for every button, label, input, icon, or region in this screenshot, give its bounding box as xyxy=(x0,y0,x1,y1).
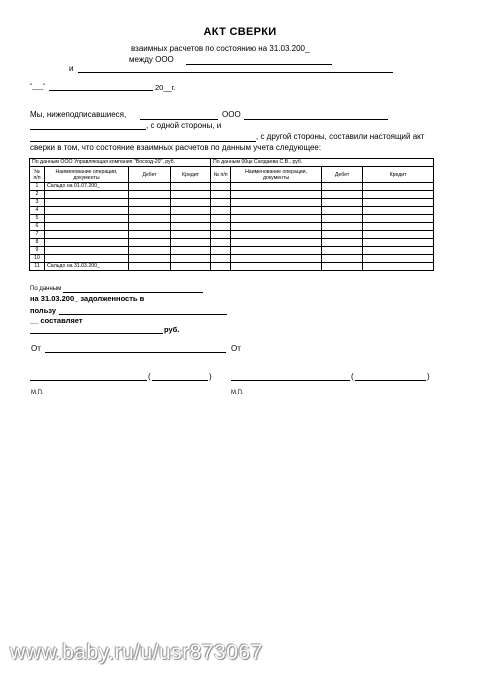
row-debit xyxy=(129,263,171,271)
summary-currency: руб. xyxy=(164,325,180,334)
row-number-right xyxy=(211,263,231,271)
row-operation xyxy=(45,239,129,247)
table-caption-row xyxy=(30,159,434,167)
row-credit xyxy=(171,247,211,255)
row-number: 5 xyxy=(30,215,45,223)
signature-left-paren-open: ( xyxy=(148,372,151,381)
row-debit xyxy=(129,255,171,263)
table-row xyxy=(30,183,434,191)
row-operation xyxy=(45,215,129,223)
signature-right-name-blank xyxy=(355,380,426,381)
reconciliation-table xyxy=(29,158,434,271)
row-operation xyxy=(45,247,129,255)
row-credit-right xyxy=(363,263,434,271)
table-right-caption: По данным 00цк Салдаева С.В., руб. xyxy=(211,159,434,167)
row-operation xyxy=(45,207,129,215)
row-operation xyxy=(45,255,129,263)
table-row xyxy=(30,199,434,207)
row-credit-right xyxy=(363,183,434,191)
row-credit-right xyxy=(363,231,434,239)
summary-in-favor: пользу xyxy=(30,306,57,315)
signature-from-right: От xyxy=(231,344,241,353)
body-line-4: сверки в том, что состояние взаимных расчетов по данным учета следующее: xyxy=(30,143,322,152)
row-operation-right xyxy=(231,255,322,263)
date-month-blank xyxy=(49,90,153,91)
row-credit xyxy=(171,255,211,263)
summary-amount-blank xyxy=(30,333,163,334)
col-header-credit: Кредит xyxy=(171,167,211,183)
body-company-blank xyxy=(244,119,388,120)
row-operation xyxy=(45,199,129,207)
signature-right-blank xyxy=(231,380,350,381)
table-header-row xyxy=(30,167,434,183)
row-debit-right xyxy=(322,239,363,247)
row-number-right xyxy=(211,255,231,263)
header-line-1: взаимных расчетов по состоянию на 31.03.200_ xyxy=(131,44,310,53)
row-debit xyxy=(129,191,171,199)
row-credit-right xyxy=(363,247,434,255)
col-header-debit: Дебет xyxy=(129,167,171,183)
header-line-2: между ООО xyxy=(129,55,174,64)
row-debit-right xyxy=(322,199,363,207)
row-debit-right xyxy=(322,191,363,199)
row-credit-right xyxy=(363,223,434,231)
row-debit xyxy=(129,207,171,215)
col-header-number-right: № п/п xyxy=(211,167,231,183)
row-credit-right xyxy=(363,239,434,247)
table-row xyxy=(30,191,434,199)
table-row xyxy=(30,239,434,247)
row-credit xyxy=(171,207,211,215)
table-row xyxy=(30,263,434,271)
row-debit xyxy=(129,183,171,191)
body-line-3: , с другой стороны, составили настоящий акт xyxy=(256,132,425,141)
summary-debt-on: на 31.03.200_ задолженность в xyxy=(30,294,145,303)
row-number: 11 xyxy=(30,263,45,271)
row-debit xyxy=(129,199,171,207)
body-ooo: ООО xyxy=(222,110,241,119)
row-debit xyxy=(129,215,171,223)
row-credit xyxy=(171,183,211,191)
row-operation-right xyxy=(231,191,322,199)
row-number-right xyxy=(211,223,231,231)
row-debit-right xyxy=(322,263,363,271)
signature-right-paren-close: ) xyxy=(427,372,430,381)
row-debit xyxy=(129,231,171,239)
row-number: 2 xyxy=(30,191,45,199)
row-credit xyxy=(171,239,211,247)
summary-party-blank xyxy=(63,292,203,293)
row-credit-right xyxy=(363,191,434,199)
table-row xyxy=(30,231,434,239)
row-debit-right xyxy=(322,223,363,231)
table-row xyxy=(30,223,434,231)
row-debit xyxy=(129,239,171,247)
row-number-right xyxy=(211,183,231,191)
summary-beneficiary-blank xyxy=(59,314,227,315)
row-number: 1 xyxy=(30,183,45,191)
row-debit-right xyxy=(322,183,363,191)
row-operation xyxy=(45,191,129,199)
row-credit-right xyxy=(363,207,434,215)
row-number-right xyxy=(211,247,231,255)
col-header-debit-right: Дебет xyxy=(322,167,363,183)
row-operation-right xyxy=(231,223,322,231)
row-operation-right xyxy=(231,263,322,271)
signature-left-name-blank xyxy=(152,380,208,381)
row-credit xyxy=(171,223,211,231)
table-left-caption: По данным ООО Управляющая компания "Восход-20", руб. xyxy=(30,159,211,167)
row-number-right xyxy=(211,207,231,215)
row-operation-right xyxy=(231,239,322,247)
row-operation xyxy=(45,223,129,231)
stamp-left: М.П. xyxy=(31,390,44,396)
row-credit-right xyxy=(363,255,434,263)
row-debit xyxy=(129,247,171,255)
table-row xyxy=(30,255,434,263)
signature-org-left-blank xyxy=(45,352,226,353)
table-row xyxy=(30,247,434,255)
row-operation: Сальдо на 31.03.200_ xyxy=(45,263,129,271)
row-number: 3 xyxy=(30,199,45,207)
row-number-right xyxy=(211,191,231,199)
body-representative-blank xyxy=(30,129,146,130)
row-debit-right xyxy=(322,215,363,223)
row-operation-right xyxy=(231,183,322,191)
row-debit-right xyxy=(322,247,363,255)
signature-right-paren-open: ( xyxy=(351,372,354,381)
row-credit xyxy=(171,263,211,271)
row-number: 9 xyxy=(30,247,45,255)
row-credit-right xyxy=(363,215,434,223)
col-header-operation: Наименование операции, документы xyxy=(45,167,129,183)
row-number-right xyxy=(211,239,231,247)
table-row xyxy=(30,215,434,223)
row-number: 8 xyxy=(30,239,45,247)
row-debit xyxy=(129,223,171,231)
row-credit xyxy=(171,191,211,199)
header-company-blank xyxy=(186,64,332,65)
row-number: 7 xyxy=(30,231,45,239)
row-number-right xyxy=(211,215,231,223)
row-operation: Сальдо на 01.07.200_ xyxy=(45,183,129,191)
date-day: "___" xyxy=(30,83,46,90)
col-header-operation-right: Наименование операции, документы xyxy=(231,167,322,183)
signature-from-left: От xyxy=(31,344,41,353)
row-debit-right xyxy=(322,231,363,239)
watermark-text: www.baby.ru/u/usr873067 xyxy=(10,641,263,664)
signature-left-paren-close: ) xyxy=(209,372,212,381)
row-credit xyxy=(171,231,211,239)
body-line-1: Мы, нижеподписавшиеся, xyxy=(30,110,127,119)
row-debit-right xyxy=(322,207,363,215)
col-header-number: № п/п xyxy=(30,167,45,183)
row-operation xyxy=(45,231,129,239)
row-number: 6 xyxy=(30,223,45,231)
row-credit xyxy=(171,215,211,223)
row-operation-right xyxy=(231,247,322,255)
row-number-right xyxy=(211,199,231,207)
row-operation-right xyxy=(231,207,322,215)
row-credit-right xyxy=(363,199,434,207)
col-header-credit-right: Кредит xyxy=(363,167,434,183)
signature-left-blank xyxy=(30,380,147,381)
summary-amount-prefix: __ составляет xyxy=(30,316,83,325)
document-title: АКТ СВЕРКИ xyxy=(203,26,277,38)
row-number-right xyxy=(211,231,231,239)
row-debit-right xyxy=(322,255,363,263)
row-operation-right xyxy=(231,231,322,239)
row-operation-right xyxy=(231,199,322,207)
body-second-party-blank xyxy=(30,141,256,142)
header-line-3: и xyxy=(69,64,74,73)
stamp-right: М.П. xyxy=(231,390,244,396)
row-number: 4 xyxy=(30,207,45,215)
body-line-2: , с одной стороны, и xyxy=(146,121,222,130)
summary-by-data: По данным xyxy=(30,286,62,292)
row-operation-right xyxy=(231,215,322,223)
row-credit xyxy=(171,199,211,207)
header-counterparty-blank xyxy=(78,72,393,73)
body-signatory-1-blank xyxy=(140,119,218,120)
date-year: 20__г. xyxy=(155,83,176,92)
table-row xyxy=(30,207,434,215)
row-number: 10 xyxy=(30,255,45,263)
